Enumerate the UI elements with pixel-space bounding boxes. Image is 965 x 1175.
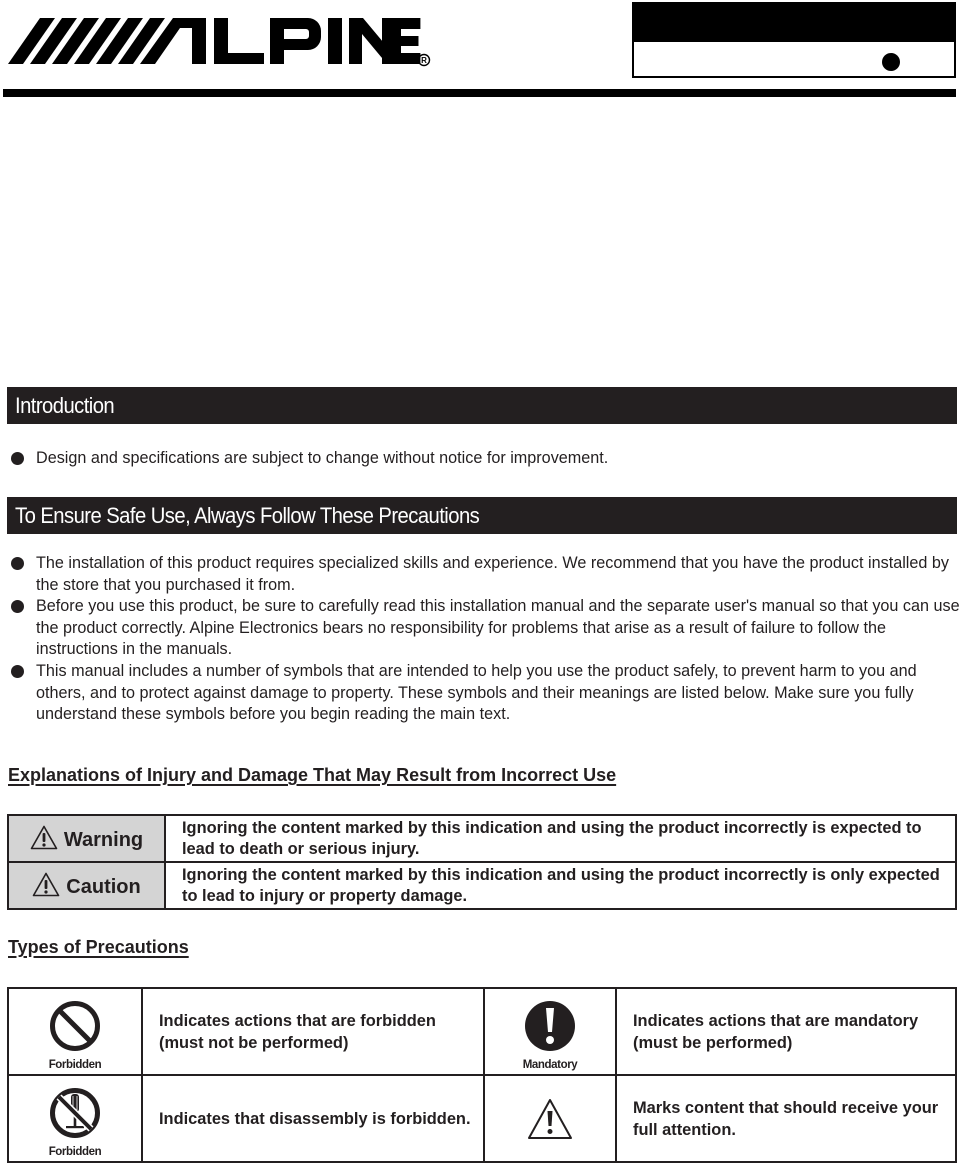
bullet-item — [10, 661, 960, 726]
header-rule — [3, 89, 956, 97]
bullet-text: This manual includes a number of symbols that are intended to help you use the product safely, to prevent harm to you and others, and to protect against damage to property. These symbols and their meanings are listed below. Make sure you fully understand these symbols before you begin reading the main text. — [36, 661, 917, 724]
mandatory-icon-cell — [484, 988, 616, 1075]
model-box-body — [632, 42, 956, 78]
icon-caption: Forbidden — [48, 1145, 102, 1158]
safe-use-bullets — [10, 553, 960, 726]
warning-label: Warning — [63, 829, 144, 851]
warning-triangle-icon — [32, 872, 60, 897]
forbidden-description: Indicates actions that are forbidden (must not be performed) — [142, 988, 484, 1075]
registered-mark-icon — [419, 55, 430, 66]
caution-description: Ignoring the content marked by this indication and using the product incorrectly is only expected to lead to injury or property damage. — [165, 862, 956, 909]
table-row — [8, 988, 956, 1075]
table-row — [8, 1075, 956, 1162]
no-disassembly-description: Indicates that disassembly is forbidden. — [142, 1075, 484, 1162]
svg-text:R: R — [421, 56, 427, 65]
warning-triangle-icon — [30, 825, 58, 850]
mandatory-description: Indicates actions that are mandatory (must be performed) — [616, 988, 956, 1075]
no-disassembly-icon-cell — [8, 1075, 142, 1162]
explanations-heading: Explanations of Injury and Damage That May Result from Incorrect Use — [8, 765, 617, 785]
caution-label: Caution — [66, 876, 141, 898]
bullet-text: Before you use this product, be sure to carefully read this installation manual and the separate user's manual so that you can use the product correctly. Alpine Electronics bears no responsibility for problems that arise as a result of failure to follow the instructions in the manuals. — [36, 597, 960, 659]
bullet-dot-icon — [10, 448, 36, 470]
prohibited-icon — [48, 999, 102, 1053]
section-title: To Ensure Safe Use, Always Follow These Precautions — [15, 503, 480, 528]
bullet-text: The installation of this product requires specialized skills and experience. We recommend that you have the product installed by the store that you purchased it from. — [36, 554, 949, 594]
bullet-dot-icon — [10, 553, 36, 596]
precaution-types-table — [7, 987, 957, 1163]
attention-icon-cell — [484, 1075, 616, 1162]
bullet-dot-icon — [10, 596, 36, 661]
warning-caution-table — [7, 814, 957, 910]
bullet-item — [10, 448, 960, 470]
introduction-bullets — [10, 448, 960, 470]
forbidden-icon-cell — [8, 988, 142, 1075]
table-row — [8, 815, 956, 862]
model-box-header — [632, 2, 956, 42]
bullet-text: Design and specifications are subject to change without notice for improvement. — [36, 449, 609, 467]
section-header-safe-use — [7, 497, 957, 534]
mandatory-exclamation-icon — [523, 999, 577, 1053]
attention-triangle-icon — [526, 1097, 574, 1141]
section-title: Introduction — [15, 393, 115, 418]
caution-label-cell — [8, 862, 165, 909]
warning-description: Ignoring the content marked by this indication and using the product incorrectly is expected to lead to death or serious injury. — [165, 815, 956, 862]
language-indicator-dot-icon — [882, 53, 900, 71]
table-row — [8, 862, 956, 909]
types-heading: Types of Precautions — [8, 937, 189, 957]
model-number-box — [632, 2, 956, 78]
no-disassembly-icon — [48, 1086, 102, 1140]
section-header-introduction — [7, 387, 957, 424]
warning-label-cell — [8, 815, 165, 862]
icon-caption: Forbidden — [48, 1058, 102, 1071]
bullet-item — [10, 596, 960, 661]
bullet-dot-icon — [10, 661, 36, 726]
alpine-logo — [8, 14, 433, 70]
icon-caption: Mandatory — [522, 1058, 578, 1071]
bullet-item — [10, 553, 960, 596]
attention-description: Marks content that should receive your full attention. — [616, 1075, 956, 1162]
